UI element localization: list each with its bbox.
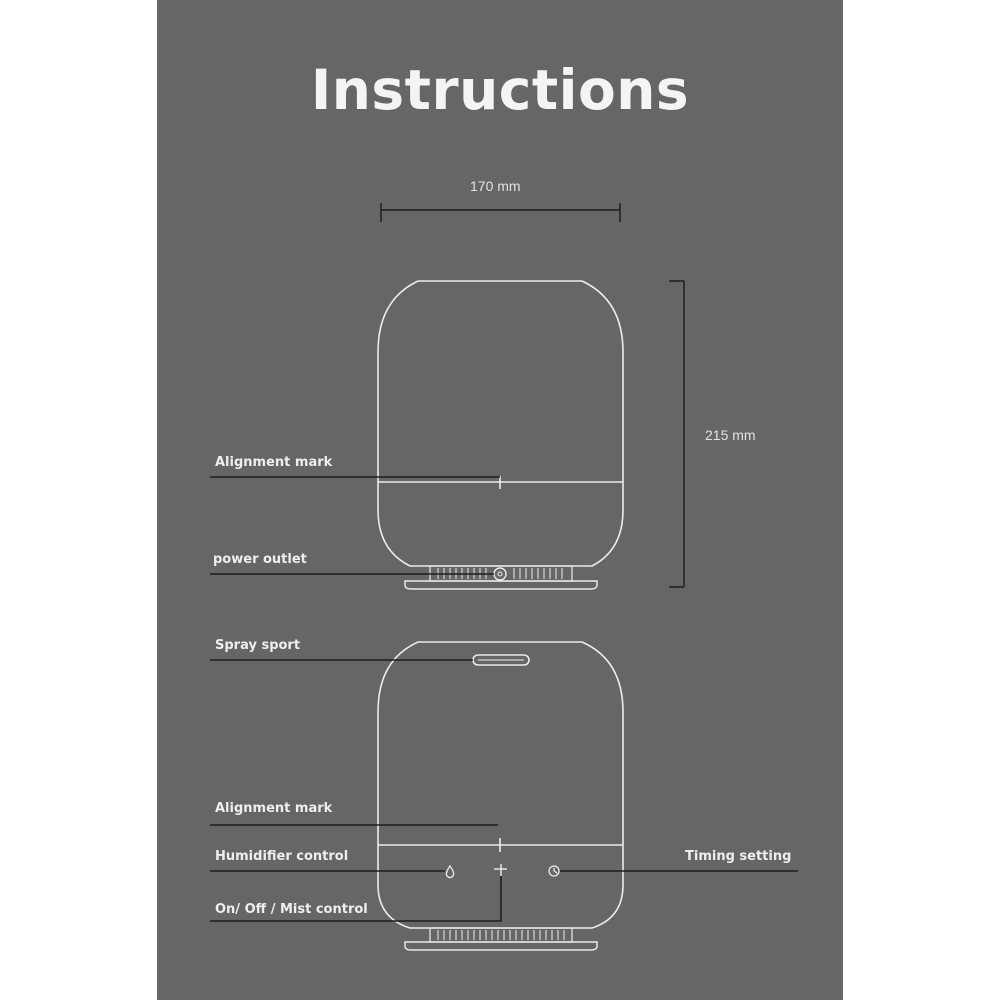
- base-plate: [405, 581, 597, 589]
- width-dimension-label: 170 mm: [470, 178, 521, 194]
- power-outlet-label: power outlet: [213, 552, 307, 567]
- water-drop-icon: [446, 866, 453, 878]
- height-dimension-label: 215 mm: [705, 427, 756, 443]
- alignment-mark-label-top: Alignment mark: [215, 455, 333, 470]
- spray-sport-label: Spray sport: [215, 638, 301, 653]
- width-dimension-bracket: [381, 203, 620, 222]
- clock-icon: [549, 866, 559, 876]
- timing-setting-label: Timing setting: [685, 849, 792, 864]
- humidifier-control-label: Humidifier control: [215, 849, 349, 864]
- alignment-mark-label-bottom: Alignment mark: [215, 801, 333, 816]
- humidifier-side-view: [378, 281, 623, 589]
- base-plate: [405, 942, 597, 950]
- power-outlet-port: [494, 568, 506, 580]
- fan-icon: [494, 864, 507, 876]
- base-grille: [430, 928, 572, 942]
- humidifier-body-outline: [378, 281, 623, 566]
- page-title: Instructions: [310, 58, 690, 122]
- height-dimension-bracket: [669, 281, 684, 587]
- on-off-mist-control-label: On/ Off / Mist control: [215, 902, 368, 917]
